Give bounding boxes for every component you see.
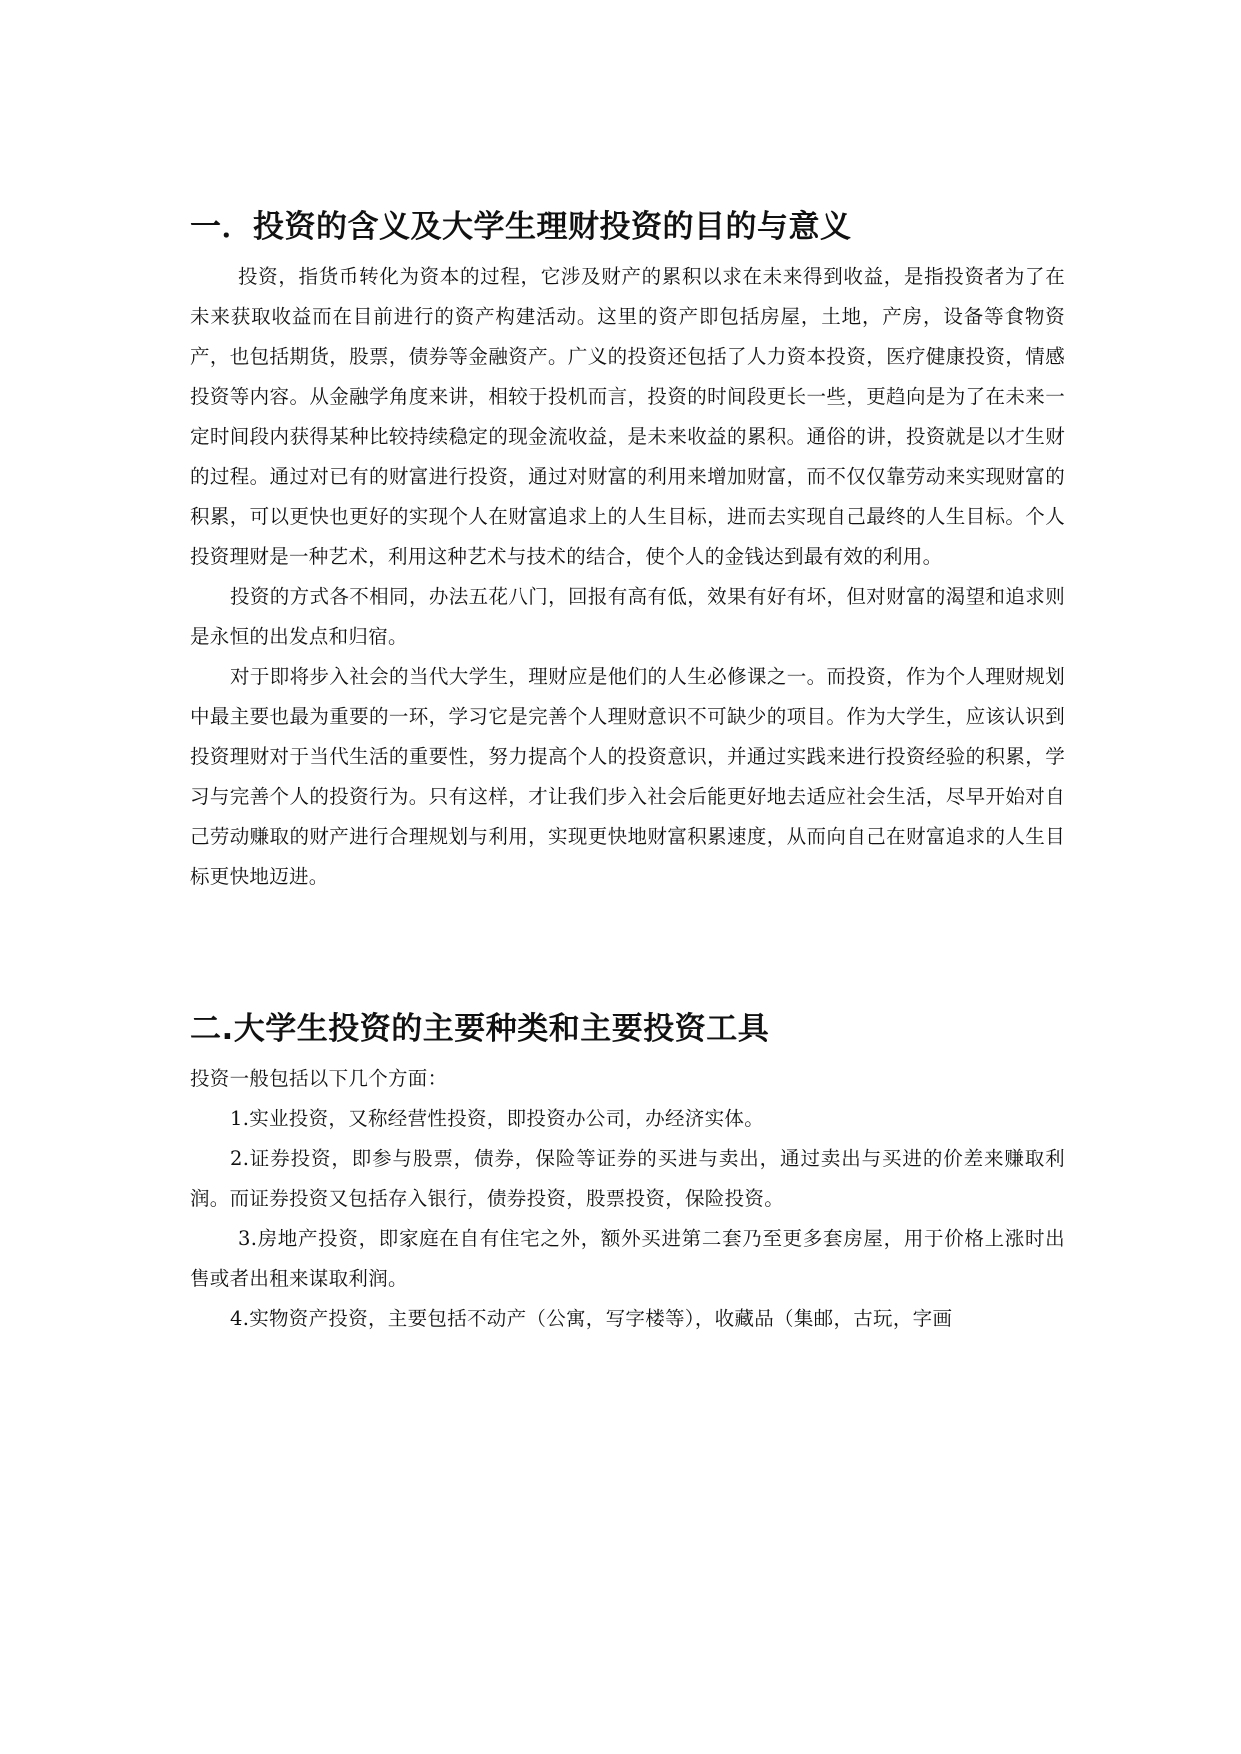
section-2-intro: 投资一般包括以下几个方面： xyxy=(190,1067,448,1090)
list-item: 1.实业投资，又称经营性投资，即投资办公司，办经济实体。 xyxy=(230,1107,765,1130)
list-item: 3.房地产投资，即家庭在自有住宅之外，额外买进第二套乃至更多套房屋，用于价格上涨时出售或者出租来谋取利润。 xyxy=(190,1227,1065,1290)
section-2-heading: 二.大学生投资的主要种类和主要投资工具 xyxy=(190,1011,770,1047)
section-1-paragraph-1: 投资，指货币转化为资本的过程，它涉及财产的累积以求在未来得到收益，是指投资者为了在未来获取收益而在目前进行的资产构建活动。这里的资产即包括房屋，土地，产房，设备等食物资产，也包括期货，股票，债券等金融资产。广义的投资还包括了人力资本投资，医疗健康投资，情感投资等内容。从金融学角度来讲，相较于投机而言，投资的时间段更长一些，更趋向是为了在未来一定时间段内获得某种比较持续稳定的现金流收益，是未来收益的累积。通俗的讲，投资就是以才生财的过程。通过对已有的财富进行投资，通过对财富的利用来增加财富，而不仅仅靠劳动来实现财富的积累，可以更快也更好的实现个人在财富追求上的人生目标，进而去实现自己最终的人生目标。个人投资理财是一种艺术，利用这种艺术与技术的结合，使个人的金钱达到最有效的利用。 xyxy=(190,265,1065,568)
section-1-paragraph-2: 投资的方式各不相同，办法五花八门，回报有高有低，效果有好有坏，但对财富的渴望和追求则是永恒的出发点和归宿。 xyxy=(190,585,1065,648)
section-2 xyxy=(190,1007,1065,1339)
section-1-heading: 一．投资的含义及大学生理财投资的目的与意义 xyxy=(190,209,852,245)
section-1-paragraph-3: 对于即将步入社会的当代大学生，理财应是他们的人生必修课之一。而投资，作为个人理财规划中最主要也最为重要的一环，学习它是完善个人理财意识不可缺少的项目。作为大学生，应该认识到投资理财对于当代生活的重要性，努力提高个人的投资意识，并通过实践来进行投资经验的积累，学习与完善个人的投资行为。只有这样，才让我们步入社会后能更好地去适应社会生活，尽早开始对自己劳动赚取的财产进行合理规划与利用，实现更快地财富积累速度，从而向自己在财富追求的人生目标更快地迈进。 xyxy=(190,665,1065,888)
list-item: 2.证券投资，即参与股票，债券，保险等证券的买进与卖出，通过卖出与买进的价差来赚取利润。而证券投资又包括存入银行，债券投资，股票投资，保险投资。 xyxy=(190,1147,1065,1210)
list-item: 4.实物资产投资，主要包括不动产（公寓，写字楼等），收藏品（集邮，古玩，字画 xyxy=(230,1307,953,1330)
document-page xyxy=(190,205,1065,1339)
section-1 xyxy=(190,205,1065,897)
